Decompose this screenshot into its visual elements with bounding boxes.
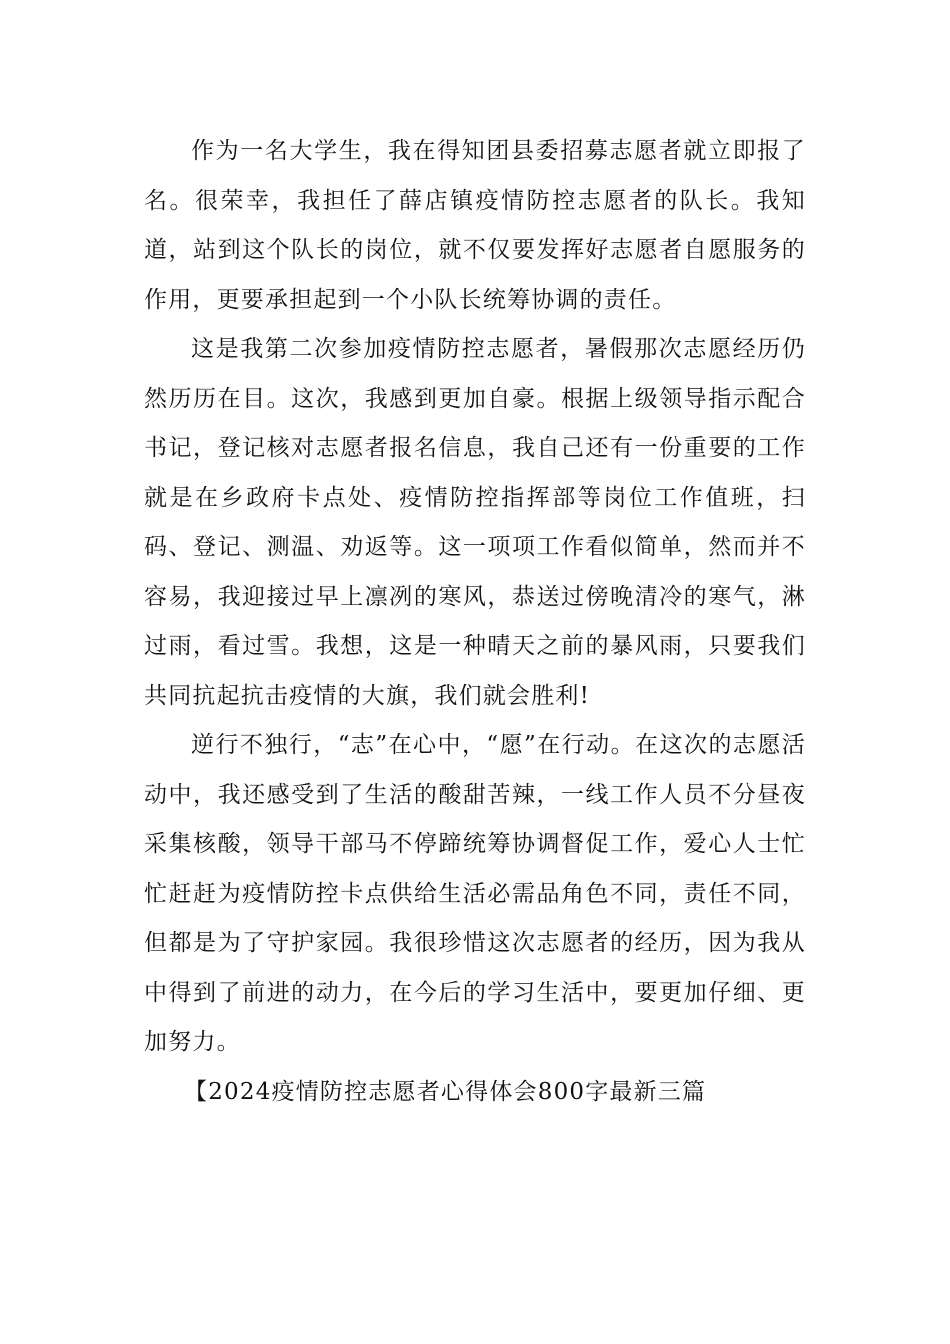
document-body <box>144 127 806 1117</box>
section-heading: 【2024疫情防控志愿者心得体会800字最新三篇 <box>184 1078 707 1105</box>
paragraph-1: 作为一名大学生，我在得知团县委招募志愿者就立即报了名。很荣幸，我担任了薛店镇疫情防控志愿者的队长。我知道，站到这个队长的岗位，就不仅要发挥好志愿者自愿服务的作用，更要承担起到一个小队长统筹协调的责任。 <box>144 138 806 313</box>
paragraph-2: 这是我第二次参加疫情防控志愿者，暑假那次志愿经历仍然历历在目。这次，我感到更加自豪。根据上级领导指示配合书记，登记核对志愿者报名信息，我自己还有一份重要的工作就是在乡政府卡点处、疫情防控指挥部等岗位工作值班，扫码、登记、测温、劝返等。这一项项工作看似简单，然而并不容易，我迎接过早上凛冽的寒风，恭送过傍晚清冷的寒气，淋过雨，看过雪。我想，这是一种晴天之前的暴风雨，只要我们共同抗起抗击疫情的大旗，我们就会胜利! <box>144 336 806 709</box>
paragraph-3: 逆行不独行，“志”在心中，“愿”在行动。在这次的志愿活动中，我还感受到了生活的酸甜苦辣，一线工作人员不分昼夜采集核酸，领导干部马不停蹄统筹协调督促工作，爱心人士忙忙赶赶为疫情防控卡点供给生活必需品角色不同，责任不同，但都是为了守护家园。我很珍惜这次志愿者的经历，因为我从中得到了前进的动力，在今后的学习生活中，要更加仔细、更加努力。 <box>144 732 806 1055</box>
